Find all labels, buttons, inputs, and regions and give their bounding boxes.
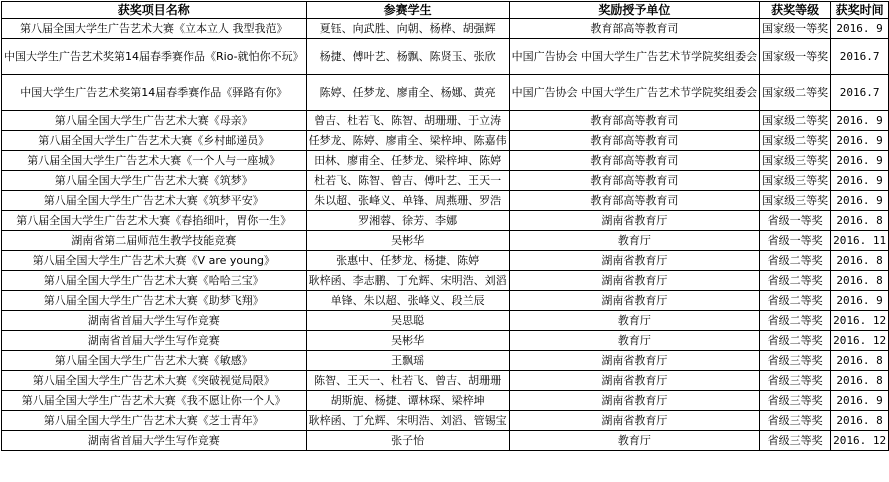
cell-unit: 湖南省教育厅 — [509, 271, 760, 291]
cell-date: 2016. 9 — [831, 291, 889, 311]
cell-project: 第八届全国大学生广告艺术大赛《筑梦》 — [2, 171, 307, 191]
table-row — [2, 251, 889, 271]
cell-level: 省级三等奖 — [760, 351, 831, 371]
cell-unit: 教育部高等教育司 — [509, 131, 760, 151]
table-row — [2, 111, 889, 131]
table-row — [2, 151, 889, 171]
cell-students: 罗湘蓉、徐芳、李娜 — [306, 211, 509, 231]
cell-project: 第八届全国大学生广告艺术大赛《乡村邮递员》 — [2, 131, 307, 151]
cell-unit: 湖南省教育厅 — [509, 391, 760, 411]
table-row — [2, 211, 889, 231]
cell-students: 吴彬华 — [306, 231, 509, 251]
cell-project: 中国大学生广告艺术奖第14届春季赛作品《驿路有你》 — [2, 75, 307, 111]
cell-level: 省级二等奖 — [760, 331, 831, 351]
cell-project: 第八届全国大学生广告艺术大赛《突破视觉局限》 — [2, 371, 307, 391]
table-header — [2, 2, 889, 19]
cell-project: 第八届全国大学生广告艺术大赛《哈哈三宝》 — [2, 271, 307, 291]
cell-level: 省级二等奖 — [760, 271, 831, 291]
cell-unit: 教育厅 — [509, 311, 760, 331]
cell-level: 国家级三等奖 — [760, 171, 831, 191]
header-project: 获奖项目名称 — [2, 2, 307, 19]
cell-level: 国家级一等奖 — [760, 19, 831, 39]
cell-level: 省级二等奖 — [760, 291, 831, 311]
cell-unit: 教育厅 — [509, 231, 760, 251]
cell-level: 国家级一等奖 — [760, 39, 831, 75]
cell-project: 湖南省首届大学生写作竞赛 — [2, 431, 307, 451]
table-row — [2, 191, 889, 211]
cell-date: 2016. 8 — [831, 411, 889, 431]
cell-students: 曾吉、杜若飞、陈智、胡珊珊、于立涛 — [306, 111, 509, 131]
cell-students: 王飘瑶 — [306, 351, 509, 371]
cell-project: 中国大学生广告艺术奖第14届春季赛作品《Rio-就怕你不玩》 — [2, 39, 307, 75]
table-row — [2, 291, 889, 311]
cell-level: 国家级二等奖 — [760, 75, 831, 111]
cell-project: 第八届全国大学生广告艺术大赛《母亲》 — [2, 111, 307, 131]
cell-unit: 教育部高等教育司 — [509, 19, 760, 39]
cell-project: 第八届全国大学生广告艺术大赛《春掐细叶，胃你一生》 — [2, 211, 307, 231]
cell-unit: 教育厅 — [509, 331, 760, 351]
cell-project: 第八届全国大学生广告艺术大赛《V are young》 — [2, 251, 307, 271]
cell-level: 省级三等奖 — [760, 391, 831, 411]
cell-level: 省级三等奖 — [760, 411, 831, 431]
table-row — [2, 19, 889, 39]
cell-students: 吴彬华 — [306, 331, 509, 351]
header-level: 获奖等级 — [760, 2, 831, 19]
cell-date: 2016. 8 — [831, 251, 889, 271]
cell-date: 2016. 12 — [831, 311, 889, 331]
awards-table — [1, 1, 889, 451]
cell-students: 朱以超、张峰义、单锋、周燕珊、罗浩 — [306, 191, 509, 211]
cell-project: 第八届全国大学生广告艺术大赛《一个人与一座城》 — [2, 151, 307, 171]
cell-unit: 中国广告协会 中国大学生广告艺术节学院奖组委会 — [509, 75, 760, 111]
cell-students: 杨捷、傅叶艺、杨飘、陈贤玉、张欣 — [306, 39, 509, 75]
cell-students: 胡斯旎、杨捷、谭林琛、梁梓坤 — [306, 391, 509, 411]
cell-project: 湖南省第二届师范生教学技能竞赛 — [2, 231, 307, 251]
cell-level: 省级一等奖 — [760, 211, 831, 231]
cell-unit: 教育部高等教育司 — [509, 151, 760, 171]
table-row — [2, 311, 889, 331]
table-row — [2, 171, 889, 191]
cell-students: 张子怡 — [306, 431, 509, 451]
cell-unit: 教育厅 — [509, 431, 760, 451]
cell-date: 2016. 8 — [831, 371, 889, 391]
cell-project: 第八届全国大学生广告艺术大赛《助梦飞翔》 — [2, 291, 307, 311]
cell-project: 湖南省首届大学生写作竞赛 — [2, 331, 307, 351]
header-row — [2, 2, 889, 19]
table-row — [2, 39, 889, 75]
cell-date: 2016. 8 — [831, 271, 889, 291]
cell-level: 省级二等奖 — [760, 251, 831, 271]
cell-unit: 湖南省教育厅 — [509, 211, 760, 231]
table-row — [2, 351, 889, 371]
cell-students: 陈婷、任梦龙、廖甫全、杨娜、黄亮 — [306, 75, 509, 111]
header-students: 参赛学生 — [306, 2, 509, 19]
cell-date: 2016.7 — [831, 75, 889, 111]
cell-project: 第八届全国大学生广告艺术大赛《敏感》 — [2, 351, 307, 371]
cell-unit: 湖南省教育厅 — [509, 371, 760, 391]
cell-unit: 湖南省教育厅 — [509, 351, 760, 371]
cell-students: 吴思聪 — [306, 311, 509, 331]
header-date: 获奖时间 — [831, 2, 889, 19]
table-row — [2, 411, 889, 431]
cell-date: 2016. 8 — [831, 211, 889, 231]
cell-project: 第八届全国大学生广告艺术大赛《筑梦平安》 — [2, 191, 307, 211]
table-row — [2, 131, 889, 151]
cell-project: 湖南省首届大学生写作竞赛 — [2, 311, 307, 331]
cell-date: 2016. 9 — [831, 391, 889, 411]
table-row — [2, 75, 889, 111]
cell-students: 耿梓函、李志鹏、丁允辉、宋明浩、刘滔 — [306, 271, 509, 291]
cell-level: 省级三等奖 — [760, 371, 831, 391]
cell-students: 夏钰、向武胜、向朝、杨桦、胡强辉 — [306, 19, 509, 39]
cell-date: 2016.7 — [831, 39, 889, 75]
cell-unit: 教育部高等教育司 — [509, 171, 760, 191]
table-row — [2, 271, 889, 291]
table-row — [2, 431, 889, 451]
cell-students: 张惠中、任梦龙、杨捷、陈婷 — [306, 251, 509, 271]
cell-unit: 教育部高等教育司 — [509, 111, 760, 131]
cell-date: 2016. 11 — [831, 231, 889, 251]
cell-level: 省级二等奖 — [760, 311, 831, 331]
table-row — [2, 331, 889, 351]
cell-level: 国家级三等奖 — [760, 191, 831, 211]
cell-unit: 湖南省教育厅 — [509, 411, 760, 431]
cell-students: 杜若飞、陈智、曾吉、傅叶艺、王天一 — [306, 171, 509, 191]
cell-students: 任梦龙、陈婷、廖甫全、梁梓坤、陈嘉伟 — [306, 131, 509, 151]
table-row — [2, 371, 889, 391]
cell-unit: 湖南省教育厅 — [509, 251, 760, 271]
cell-unit: 教育部高等教育司 — [509, 191, 760, 211]
cell-unit: 湖南省教育厅 — [509, 291, 760, 311]
cell-students: 单锋、朱以超、张峰义、段兰辰 — [306, 291, 509, 311]
cell-date: 2016. 8 — [831, 351, 889, 371]
cell-students: 田林、廖甫全、任梦龙、梁梓坤、陈婷 — [306, 151, 509, 171]
cell-level: 国家级三等奖 — [760, 151, 831, 171]
cell-date: 2016. 12 — [831, 331, 889, 351]
cell-project: 第八届全国大学生广告艺术大赛《我不愿让你一个人》 — [2, 391, 307, 411]
cell-level: 省级三等奖 — [760, 431, 831, 451]
cell-date: 2016. 9 — [831, 111, 889, 131]
table-row — [2, 231, 889, 251]
table-body — [2, 19, 889, 451]
cell-date: 2016. 9 — [831, 191, 889, 211]
cell-date: 2016. 9 — [831, 151, 889, 171]
table-row — [2, 391, 889, 411]
cell-students: 耿梓函、丁允辉、宋明浩、刘滔、管锡宝 — [306, 411, 509, 431]
cell-level: 国家级二等奖 — [760, 131, 831, 151]
cell-level: 国家级二等奖 — [760, 111, 831, 131]
cell-project: 第八届全国大学生广告艺术大赛《立本立人 我型我范》 — [2, 19, 307, 39]
cell-students: 陈智、王天一、杜若飞、曾吉、胡珊珊 — [306, 371, 509, 391]
cell-date: 2016. 9 — [831, 19, 889, 39]
cell-date: 2016. 9 — [831, 171, 889, 191]
cell-unit: 中国广告协会 中国大学生广告艺术节学院奖组委会 — [509, 39, 760, 75]
cell-project: 第八届全国大学生广告艺术大赛《芝士青年》 — [2, 411, 307, 431]
header-unit: 奖励授予单位 — [509, 2, 760, 19]
cell-date: 2016. 9 — [831, 131, 889, 151]
cell-level: 省级一等奖 — [760, 231, 831, 251]
cell-date: 2016. 12 — [831, 431, 889, 451]
